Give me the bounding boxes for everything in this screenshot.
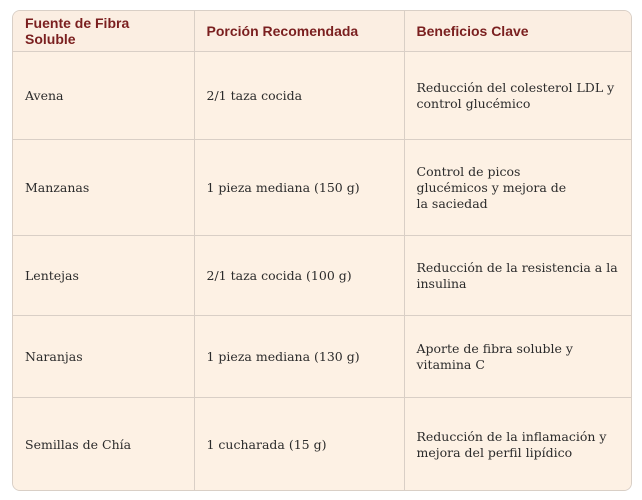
cell-benefit: Aporte de fibra soluble y vitamina C bbox=[404, 316, 631, 398]
cell-portion: 2/1 taza cocida (100 g) bbox=[194, 236, 404, 316]
cell-source: Manzanas bbox=[13, 140, 194, 236]
table-row bbox=[13, 316, 631, 398]
cell-portion: 1 pieza mediana (150 g) bbox=[194, 140, 404, 236]
cell-benefit: Control de picos glucémicos y mejora de la saciedad bbox=[404, 140, 631, 236]
header-portion: Porción Recomendada bbox=[194, 11, 404, 52]
cell-source: Naranjas bbox=[13, 316, 194, 398]
table-row bbox=[13, 52, 631, 140]
cell-source: Semillas de Chía bbox=[13, 398, 194, 492]
header-source: Fuente de Fibra Soluble bbox=[13, 11, 194, 52]
cell-source: Lentejas bbox=[13, 236, 194, 316]
cell-source: Avena bbox=[13, 52, 194, 140]
table-header-row bbox=[13, 11, 631, 52]
header-benefits: Beneficios Clave bbox=[404, 11, 631, 52]
fiber-table-container bbox=[12, 10, 632, 491]
table-row bbox=[13, 140, 631, 236]
cell-portion: 2/1 taza cocida bbox=[194, 52, 404, 140]
table-row bbox=[13, 236, 631, 316]
cell-portion: 1 pieza mediana (130 g) bbox=[194, 316, 404, 398]
cell-portion: 1 cucharada (15 g) bbox=[194, 398, 404, 492]
cell-benefit: Reducción del colesterol LDL y control glucémico bbox=[404, 52, 631, 140]
cell-benefit: Reducción de la inflamación y mejora del perfil lipídico bbox=[404, 398, 631, 492]
table-row bbox=[13, 398, 631, 492]
fiber-table bbox=[13, 11, 631, 491]
cell-benefit: Reducción de la resistencia a la insulina bbox=[404, 236, 631, 316]
